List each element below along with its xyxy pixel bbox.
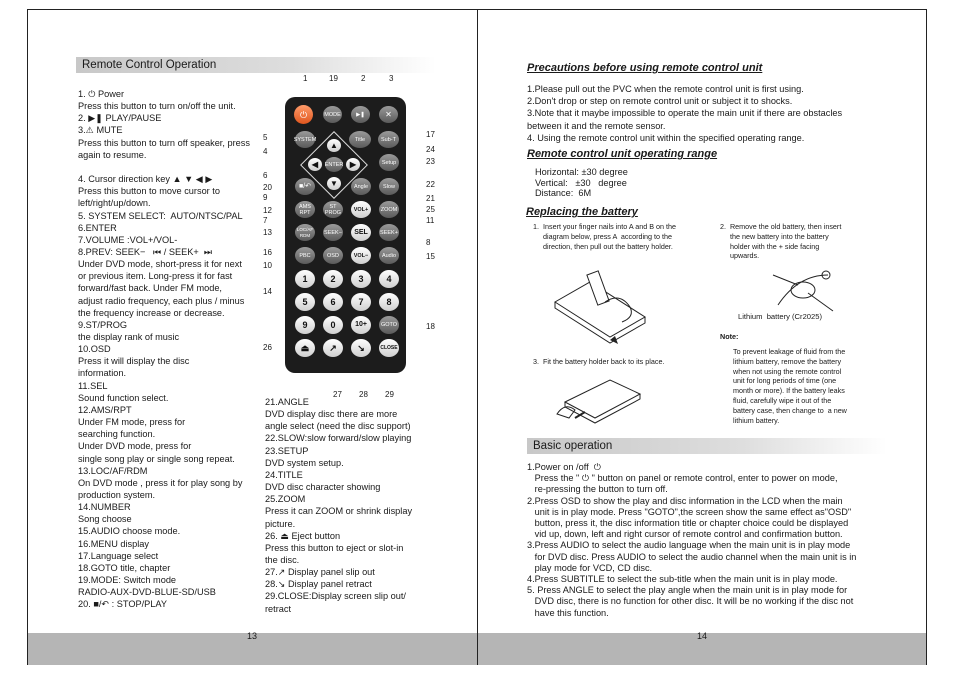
- remote-item-line: 16.MENU display: [78, 538, 149, 549]
- callout-number: 29: [385, 390, 394, 399]
- callout-number: 11: [426, 216, 435, 225]
- callout-number: 21: [426, 194, 435, 203]
- stop-button[interactable]: ■/↶: [295, 178, 315, 195]
- basic-operation-line: button, press it, the disc information title or chapter choice could be displayed: [527, 518, 849, 528]
- osd-button[interactable]: OSD: [323, 247, 343, 264]
- close-button[interactable]: CLOSE: [379, 339, 399, 357]
- basic-operation-line: 4.Press SUBTITLE to select the sub-title when the main unit is in play mode.: [527, 574, 838, 584]
- loc-af-rdm-button[interactable]: LOC/AF RDM: [295, 224, 315, 241]
- slow-button[interactable]: Slow: [379, 178, 399, 195]
- digit-8-button[interactable]: 8: [379, 293, 399, 311]
- remote-item-line: 7.VOLUME :VOL+/VOL-: [78, 234, 178, 245]
- remote-item-line: retract: [265, 603, 292, 614]
- cursor-down-button[interactable]: ▼: [327, 177, 341, 190]
- remote-item-line: DVD system setup.: [265, 457, 344, 468]
- remote-item-line: 1. ⏻ Power: [78, 89, 125, 99]
- remote-item-line: 15.AUDIO choose mode.: [78, 526, 181, 537]
- volume-up-button[interactable]: VOL+: [351, 201, 371, 218]
- precaution-line: 3.Note that it maybe impossible to operate the main unit if there are obstacles: [527, 108, 843, 119]
- callout-number: 15: [426, 252, 435, 261]
- remote-item-line: Press this button to turn on/off the unit.: [78, 101, 236, 112]
- remote-item-line: 14.NUMBER: [78, 502, 131, 513]
- digit-2-button[interactable]: 2: [323, 270, 343, 288]
- digit-5-button[interactable]: 5: [295, 293, 315, 311]
- callout-number: 3: [389, 74, 394, 83]
- remote-item-line: 6.ENTER: [78, 222, 117, 233]
- remote-item-line: information.: [78, 368, 127, 379]
- precaution-line: 2.Don't drop or step on remote control unit or subject it to shocks.: [527, 96, 793, 107]
- callout-number: 18: [426, 322, 435, 331]
- basic-operation-line: 2.Press OSD to show the play and disc information in the LCD when the main: [527, 495, 843, 506]
- zoom-button[interactable]: ZOOM: [379, 201, 399, 218]
- remote-item-line: angle select (need the disc support): [265, 421, 411, 432]
- basic-operation-header: Basic operation: [527, 438, 887, 454]
- audio-button[interactable]: Audio: [379, 247, 399, 264]
- note-text: To prevent leakage of fluid from the lithium battery, remove the battery when not using the remote control unit for long periods of time (one month or more). If the battery leaks fluid, carefully wipe it out of the battery case, then change to a new lithium battery.: [733, 347, 847, 425]
- callout-number: 27: [333, 390, 342, 399]
- callout-number: 9: [263, 193, 268, 202]
- remote-item-line: RADIO-AUX-DVD-BLUE-SD/USB: [78, 587, 216, 598]
- range-title: Remote control unit operating range: [527, 148, 718, 160]
- callout-number: 6: [263, 171, 268, 180]
- basic-operation-line: play mode for VCD, CD disc.: [527, 562, 653, 573]
- remote-item-line: 9.ST/PROG: [78, 319, 128, 330]
- remote-item-line: Press this button to eject or slot-in: [265, 542, 404, 553]
- remote-item-line: 21.ANGLE: [265, 397, 309, 407]
- basic-operation-line: have this function.: [527, 607, 609, 618]
- remote-item-line: 13.LOC/AF/RDM: [78, 465, 148, 476]
- digit-6-button[interactable]: 6: [323, 293, 343, 311]
- callout-number: 24: [426, 145, 435, 154]
- remote-item-line: 22.SLOW:slow forward/slow playing: [265, 433, 412, 444]
- page-divider: [477, 9, 478, 665]
- battery-refit-illustration: [555, 372, 645, 427]
- callout-number: 5: [263, 133, 268, 142]
- remote-item-line: 26. ⏏ Eject button: [265, 530, 341, 541]
- callout-number: 28: [359, 390, 368, 399]
- remote-item-line: 17.Language select: [78, 550, 159, 561]
- cursor-up-button[interactable]: ▲: [327, 139, 341, 152]
- digit-1-button[interactable]: 1: [295, 270, 315, 288]
- remote-item-line: DVD display disc there are more: [265, 409, 398, 420]
- range-line: Distance: 6M: [535, 188, 592, 198]
- basic-operation-line: for DVD disc. Press AUDIO to select the audio channel when the main unit is in: [527, 551, 857, 562]
- remote-item-line: Under DVD mode, press for: [78, 441, 192, 452]
- remote-item-line: production system.: [78, 489, 156, 500]
- callout-number: 22: [426, 180, 435, 189]
- remote-item-line: 27.↗ Display panel slip out: [265, 567, 375, 578]
- goto-button[interactable]: GOTO: [379, 316, 399, 334]
- battery-title: Replacing the battery: [526, 206, 638, 218]
- panel-retract-button[interactable]: ↘: [351, 339, 371, 357]
- remote-item-line: forward/fast back. Under FM mode,: [78, 283, 222, 294]
- remote-item-line: Press this button to move cursor to: [78, 186, 220, 197]
- mute-button[interactable]: ✕: [379, 106, 398, 123]
- callout-number: 26: [263, 343, 272, 352]
- ams-rpt-button[interactable]: AMS RPT: [295, 201, 315, 218]
- remote-item-line: left/right/up/down.: [78, 198, 151, 209]
- cursor-right-button[interactable]: ▶: [346, 158, 360, 171]
- remote-item-line: 29.CLOSE:Display screen slip out/: [265, 591, 406, 602]
- left-footer-bar: [28, 633, 477, 665]
- volume-down-button[interactable]: VOL−: [351, 247, 371, 264]
- callout-number: 20: [263, 183, 272, 192]
- battery-step-3: 3. Fit the battery holder back to its place.: [533, 357, 665, 366]
- callout-number: 14: [263, 287, 272, 296]
- setup-button[interactable]: Setup: [379, 154, 399, 171]
- callout-number: 13: [263, 228, 272, 237]
- callout-number: 7: [263, 216, 268, 225]
- remote-item-line: 8.PREV: SEEK− ⏮ / SEEK+ ⏭: [78, 246, 213, 257]
- callout-number: 17: [426, 130, 435, 139]
- remote-item-line: 12.AMS/RPT: [78, 404, 132, 415]
- remote-item-line: 5. SYSTEM SELECT: AUTO/NTSC/PAL: [78, 210, 243, 221]
- subtitle-button[interactable]: Sub-T: [378, 131, 399, 148]
- digit-0-button[interactable]: 0: [323, 316, 343, 334]
- remote-item-line: 25.ZOOM: [265, 494, 306, 505]
- remote-item-line: searching function.: [78, 429, 156, 440]
- system-button[interactable]: SYSTEM: [295, 131, 315, 148]
- remote-item-line: DVD disc character showing: [265, 482, 381, 493]
- remote-control-illustration: [285, 97, 406, 373]
- basic-operation-line: 5. Press ANGLE to select the play angle when the main unit is in play mode for: [527, 585, 848, 596]
- battery-step-1: 1. Insert your finger nails into A and B on the diagram below, press A according to the direction, then pull out the battery holder.: [533, 222, 677, 251]
- mode-button[interactable]: MODE: [323, 106, 342, 123]
- callout-number: 23: [426, 157, 435, 166]
- precaution-line: 1.Please pull out the PVC when the remote control unit is first using.: [527, 84, 804, 94]
- right-footer-bar: [478, 633, 926, 665]
- remote-item-line: Sound function select.: [78, 392, 169, 403]
- range-line: Horizontal: ±30 degree: [535, 167, 628, 177]
- remote-item-line: 23.SETUP: [265, 445, 309, 456]
- callout-number: 19: [329, 74, 338, 83]
- basic-operation-line: 1.Power on /off ⏻: [527, 462, 602, 472]
- callout-number: 10: [263, 261, 272, 270]
- callout-number: 8: [426, 238, 431, 247]
- digit-7-button[interactable]: 7: [351, 293, 371, 311]
- seek-plus-button[interactable]: SEEK+: [379, 224, 399, 241]
- remote-item-line: 19.MODE: Switch mode: [78, 575, 177, 585]
- remote-item-line: 10.OSD: [78, 344, 111, 355]
- remote-item-line: 20. ■/↶ : STOP/PLAY: [78, 599, 167, 610]
- precautions-title: Precautions before using remote control unit: [527, 62, 763, 74]
- remote-item-line: 4. Cursor direction key ▲ ▼ ◀ ▶: [78, 174, 213, 185]
- range-line: Vertical: ±30 degree: [535, 177, 627, 188]
- battery-removal-illustration: [550, 262, 650, 352]
- remote-item-line: 3.⚠ MUTE: [78, 125, 123, 136]
- remote-item-line: the display rank of music: [78, 332, 180, 342]
- basic-operation-line: vid up, down, left and right cursor of remote control and confirmation button.: [527, 529, 843, 540]
- basic-operation-line: unit is in play mode. Press "GOTO",the screen show the same effect as"OSD": [527, 506, 852, 517]
- right-page-number: 14: [697, 631, 708, 641]
- cursor-left-button[interactable]: ◀: [308, 158, 322, 171]
- remote-item-line: picture.: [265, 518, 296, 529]
- remote-item-line: 24.TITLE: [265, 469, 303, 480]
- remote-item-line: Song choose: [78, 514, 132, 525]
- battery-holder-illustration: [768, 265, 838, 315]
- remote-item-line: single song play or single song repeat.: [78, 453, 235, 464]
- digit-10+-button[interactable]: 10+: [351, 316, 371, 334]
- remote-item-line: the frequency increase or decrease.: [78, 307, 225, 318]
- callout-number: 4: [263, 147, 268, 156]
- callout-number: 16: [263, 248, 272, 257]
- basic-operation-line: Press the " ⏻ " button on panel or remote control, enter to power on mode,: [527, 473, 838, 484]
- sel-button[interactable]: SEL: [351, 224, 371, 241]
- remote-item-line: Press it can ZOOM or shrink display: [265, 506, 413, 517]
- remote-item-line: or previous item. Long-press it for fast: [78, 271, 233, 282]
- title-button[interactable]: Title: [349, 131, 371, 148]
- callout-number: 12: [263, 206, 272, 215]
- remote-item-line: 18.GOTO title, chapter: [78, 562, 171, 573]
- remote-control-header: Remote Control Operation: [76, 57, 436, 73]
- basic-operation-line: 3.Press AUDIO to select the audio language when the main unit is in play mode: [527, 540, 851, 551]
- remote-item-line: Under FM mode, press for: [78, 417, 186, 428]
- callout-number: 2: [361, 74, 366, 83]
- note-label: Note:: [720, 332, 739, 341]
- basic-operation-line: DVD disc, there is no function for other disc. It will be no working if the disc not: [527, 596, 854, 607]
- pbc-button[interactable]: PBC: [295, 247, 315, 264]
- callout-number: 25: [426, 205, 435, 214]
- precaution-line: 4. Using the remote control unit within the specified operating range.: [527, 132, 805, 143]
- battery-type-label: Lithium battery (Cr2025): [738, 312, 822, 321]
- angle-button[interactable]: Angle: [351, 178, 371, 195]
- basic-operation-line: re-pressing the button to turn off.: [527, 484, 668, 495]
- remote-item-line: Press this button to turn off speaker, press: [78, 137, 250, 148]
- enter-button[interactable]: ENTER: [325, 157, 343, 172]
- remote-item-line: 11.SEL: [78, 380, 108, 391]
- digit-3-button[interactable]: 3: [351, 270, 371, 288]
- battery-step-2: 2. Remove the old battery, then insert the new battery into the battery holder with the + side facing upwards.: [720, 222, 842, 261]
- remote-item-line: 28.↘ Display panel retract: [265, 579, 372, 590]
- callout-number: 1: [303, 74, 308, 83]
- digit-9-button[interactable]: 9: [295, 316, 315, 334]
- remote-item-line: On DVD mode , press it for play song by: [78, 477, 243, 488]
- remote-item-line: 2. ▶❚ PLAY/PAUSE: [78, 113, 162, 124]
- panel-slip-out-button[interactable]: ↗: [323, 339, 343, 357]
- play-pause-button[interactable]: ▶❚: [351, 106, 370, 123]
- power-button[interactable]: ⏻: [294, 105, 313, 124]
- st-prog-button[interactable]: ST PROG: [323, 201, 343, 218]
- digit-4-button[interactable]: 4: [379, 270, 399, 288]
- remote-item-line: Press it will display the disc: [78, 356, 190, 367]
- seek-minus-button[interactable]: SEEK−: [323, 224, 343, 241]
- eject-button[interactable]: ⏏: [295, 339, 315, 357]
- remote-item-line: adjust radio frequency, each plus / minus: [78, 295, 245, 306]
- remote-item-line: the disc.: [265, 554, 300, 565]
- remote-item-line: again to resume.: [78, 149, 147, 160]
- left-page-number: 13: [247, 631, 258, 641]
- precaution-line: between it and the remote sensor.: [527, 120, 666, 131]
- remote-item-line: Under DVD mode, short-press it for next: [78, 259, 242, 270]
